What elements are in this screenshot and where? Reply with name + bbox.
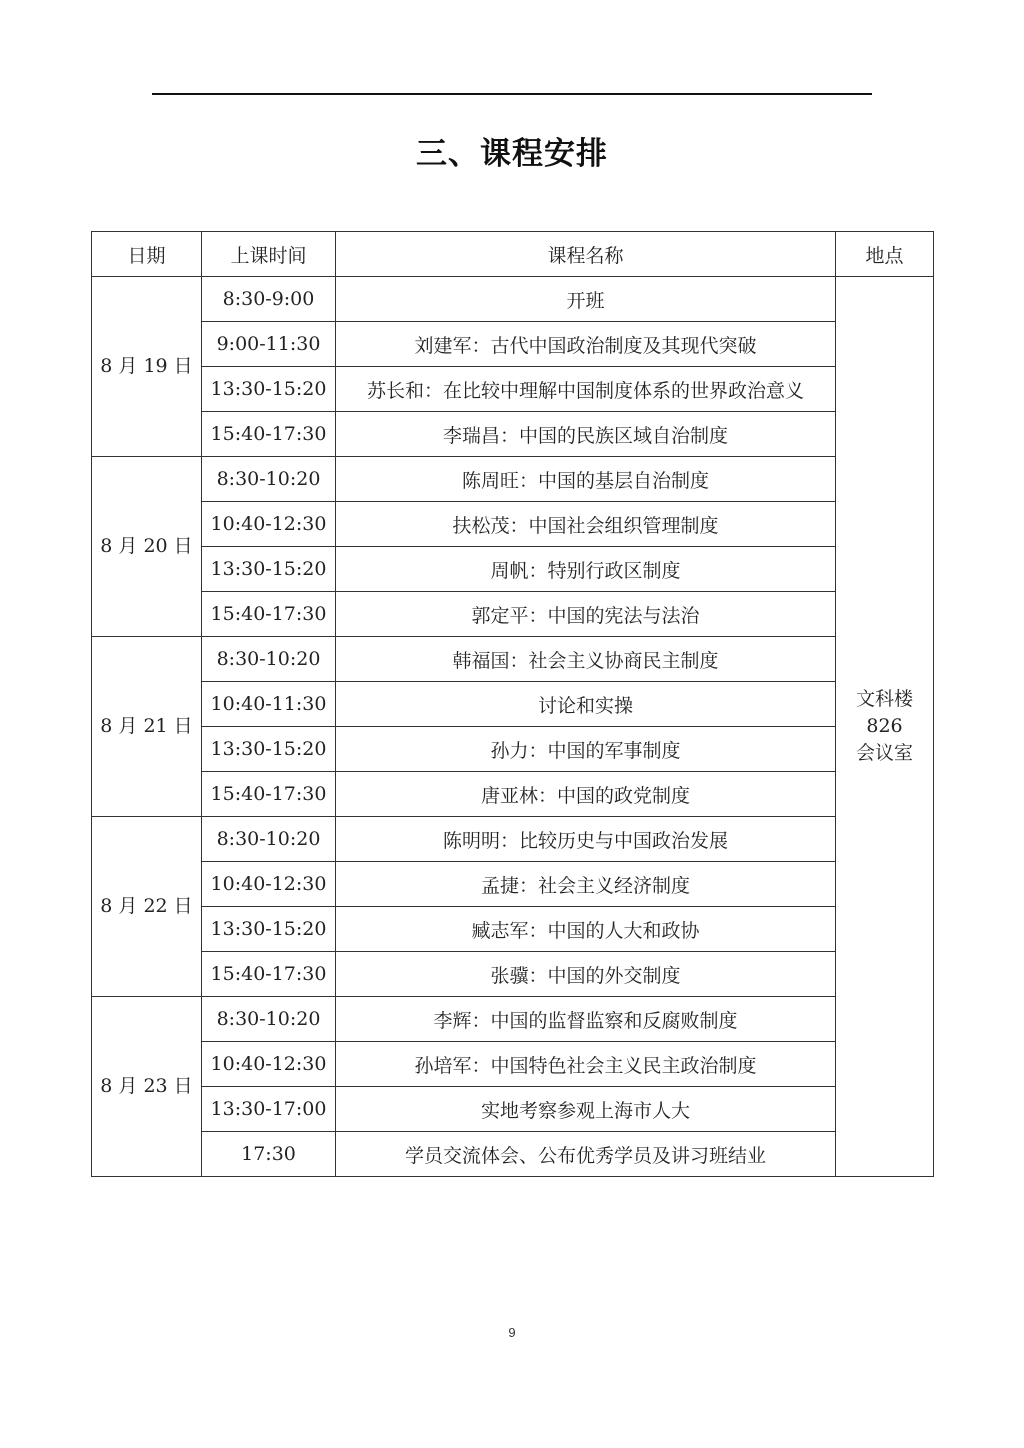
location-line: 826 (866, 715, 903, 737)
course-cell: 陈明明：比较历史与中国政治发展 (336, 817, 836, 862)
table-row (92, 322, 934, 367)
time-cell: 13:30-17:00 (202, 1087, 336, 1132)
table-row (92, 1132, 934, 1177)
date-cell: 8 月 20 日 (92, 457, 202, 637)
course-schedule-table (91, 231, 934, 1177)
header-location: 地点 (836, 232, 934, 277)
course-cell: 李瑞昌：中国的民族区域自治制度 (336, 412, 836, 457)
course-cell: 孙力：中国的军事制度 (336, 727, 836, 772)
time-cell: 15:40-17:30 (202, 412, 336, 457)
time-cell: 8:30-10:20 (202, 817, 336, 862)
course-cell: 扶松茂：中国社会组织管理制度 (336, 502, 836, 547)
course-cell: 实地考察参观上海市人大 (336, 1087, 836, 1132)
time-cell: 17:30 (202, 1132, 336, 1177)
table-row (92, 592, 934, 637)
header-row (92, 232, 934, 277)
table-row (92, 682, 934, 727)
course-cell: 唐亚林：中国的政党制度 (336, 772, 836, 817)
course-cell: 学员交流体会、公布优秀学员及讲习班结业 (336, 1132, 836, 1177)
table-row (92, 457, 934, 502)
time-cell: 15:40-17:30 (202, 592, 336, 637)
table-row (92, 727, 934, 772)
table-row (92, 277, 934, 322)
location-cell (836, 277, 934, 1177)
course-cell: 开班 (336, 277, 836, 322)
course-cell: 孟捷：社会主义经济制度 (336, 862, 836, 907)
time-cell: 8:30-10:20 (202, 637, 336, 682)
date-cell: 8 月 21 日 (92, 637, 202, 817)
table-row (92, 412, 934, 457)
page-title: 三、课程安排 (416, 136, 608, 172)
header-date: 日期 (92, 232, 202, 277)
time-cell: 9:00-11:30 (202, 322, 336, 367)
header-course: 课程名称 (336, 232, 836, 277)
time-cell: 15:40-17:30 (202, 952, 336, 997)
course-cell: 臧志军：中国的人大和政协 (336, 907, 836, 952)
date-cell: 8 月 22 日 (92, 817, 202, 997)
course-cell: 孙培军：中国特色社会主义民主政治制度 (336, 1042, 836, 1087)
table-row (92, 907, 934, 952)
table-row (92, 1042, 934, 1087)
time-cell: 8:30-10:20 (202, 997, 336, 1042)
table-row (92, 1087, 934, 1132)
date-cell: 8 月 23 日 (92, 997, 202, 1177)
location-line: 文科楼 (855, 688, 913, 710)
time-cell: 10:40-11:30 (202, 682, 336, 727)
table-row (92, 637, 934, 682)
time-cell: 13:30-15:20 (202, 367, 336, 412)
table-row (92, 952, 934, 997)
header-time: 上课时间 (202, 232, 336, 277)
course-cell: 郭定平：中国的宪法与法治 (336, 592, 836, 637)
table-row (92, 997, 934, 1042)
course-cell: 苏长和：在比较中理解中国制度体系的世界政治意义 (336, 367, 836, 412)
page-number: 9 (508, 1325, 516, 1340)
location-line: 会议室 (855, 742, 913, 764)
table-row (92, 772, 934, 817)
time-cell: 8:30-10:20 (202, 457, 336, 502)
time-cell: 13:30-15:20 (202, 727, 336, 772)
time-cell: 10:40-12:30 (202, 862, 336, 907)
course-cell: 周帆：特别行政区制度 (336, 547, 836, 592)
time-cell: 10:40-12:30 (202, 1042, 336, 1087)
table-row (92, 862, 934, 907)
table-row (92, 502, 934, 547)
course-cell: 讨论和实操 (336, 682, 836, 727)
table-row (92, 367, 934, 412)
time-cell: 13:30-15:20 (202, 547, 336, 592)
course-cell: 韩福国：社会主义协商民主制度 (336, 637, 836, 682)
course-cell: 李辉：中国的监督监察和反腐败制度 (336, 997, 836, 1042)
time-cell: 8:30-9:00 (202, 277, 336, 322)
time-cell: 13:30-15:20 (202, 907, 336, 952)
course-cell: 张骥：中国的外交制度 (336, 952, 836, 997)
table-row (92, 547, 934, 592)
header-rule (152, 93, 872, 95)
table-row (92, 817, 934, 862)
time-cell: 15:40-17:30 (202, 772, 336, 817)
course-cell: 陈周旺：中国的基层自治制度 (336, 457, 836, 502)
date-cell: 8 月 19 日 (92, 277, 202, 457)
time-cell: 10:40-12:30 (202, 502, 336, 547)
course-cell: 刘建军：古代中国政治制度及其现代突破 (336, 322, 836, 367)
